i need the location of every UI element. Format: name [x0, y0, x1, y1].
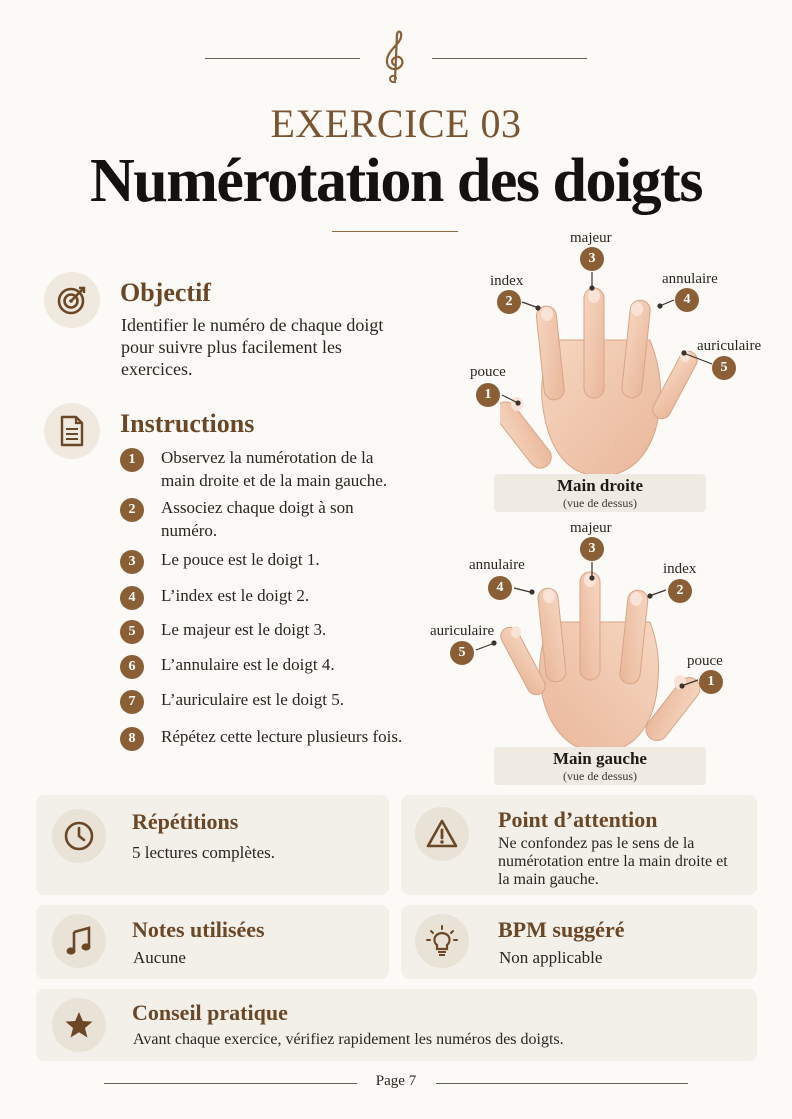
instruction-step — [120, 690, 411, 714]
right-hand-label-pouce: pouce — [470, 364, 506, 380]
right-hand-badge-index: 2 — [497, 290, 521, 314]
right-hand-caption — [494, 474, 706, 512]
repetitions-title: Répétitions — [132, 809, 239, 834]
bpm-card — [401, 905, 757, 979]
repetitions-text: 5 lectures complètes. — [132, 843, 276, 862]
left-hand-label-pouce: pouce — [687, 653, 723, 669]
instruction-step — [120, 586, 411, 610]
left-hand-badge-majeur: 3 — [580, 537, 604, 561]
header-rule-left — [205, 58, 360, 59]
step-number: 1 — [120, 448, 144, 472]
attention-card — [401, 795, 757, 895]
instruction-step — [120, 727, 431, 751]
step-text: L’auriculaire est le doigt 5. — [161, 690, 345, 709]
tip-icon-badge — [52, 998, 106, 1052]
instruction-step — [120, 655, 411, 679]
left-hand-label-auriculaire: auriculaire — [430, 623, 495, 639]
right-hand-caption-title: Main droite — [556, 476, 644, 495]
right-hand-leader-lines — [470, 240, 750, 420]
step-text: Associez chaque doigt à son numéro. — [161, 498, 354, 540]
step-number: 2 — [120, 498, 144, 522]
bpm-text: Non applicable — [499, 948, 603, 967]
step-number: 4 — [120, 586, 144, 610]
left-hand-badge-pouce: 1 — [699, 670, 723, 694]
page-title: Numérotation des doigts — [90, 147, 702, 215]
step-text: L’annulaire est le doigt 4. — [161, 655, 335, 674]
header-rule-right — [432, 58, 587, 59]
step-number: 6 — [120, 655, 144, 679]
step-number: 8 — [120, 727, 144, 751]
document-icon — [57, 414, 87, 448]
step-text: Répétez cette lecture plusieurs fois. — [161, 727, 403, 746]
left-hand-badge-annulaire: 4 — [488, 576, 512, 600]
tip-card — [36, 989, 757, 1061]
bpm-title: BPM suggéré — [498, 917, 625, 942]
step-number: 5 — [120, 620, 144, 644]
instruction-step — [120, 620, 411, 644]
right-hand-caption-sub: (vue de dessus) — [563, 496, 637, 510]
right-hand-badge-pouce: 1 — [476, 383, 500, 407]
right-hand-label-majeur: majeur — [570, 230, 612, 246]
step-text: Le pouce est le doigt 1. — [161, 550, 320, 569]
right-hand-badge-majeur: 3 — [580, 247, 604, 271]
left-hand-label-index: index — [663, 561, 697, 577]
left-hand-caption — [494, 747, 706, 785]
music-note-icon — [64, 925, 94, 957]
instructions-heading: Instructions — [120, 409, 255, 438]
page-number: Page 7 — [375, 1073, 417, 1089]
exercise-number: EXERCICE 03 — [270, 101, 522, 146]
repetitions-icon-badge — [52, 809, 106, 863]
attention-title: Point d’attention — [498, 807, 658, 832]
right-hand-badge-annulaire: 4 — [675, 288, 699, 312]
left-hand-badge-auriculaire: 5 — [450, 641, 474, 665]
bpm-icon-badge — [415, 914, 469, 968]
right-hand-badge-auriculaire: 5 — [712, 356, 736, 380]
step-text: L’index est le doigt 2. — [161, 586, 310, 605]
notes-icon-badge — [52, 914, 106, 968]
treble-clef-icon — [380, 28, 410, 86]
notes-text: Aucune — [133, 948, 186, 967]
step-text: Le majeur est le doigt 3. — [161, 620, 327, 639]
notes-title: Notes utilisées — [132, 917, 265, 942]
tip-text: Avant chaque exercice, vérifiez rapidement les numéros des doigts. — [133, 1031, 564, 1048]
right-hand-label-index: index — [490, 273, 524, 289]
right-hand-label-annulaire: annulaire — [662, 271, 718, 287]
warning-icon — [425, 818, 459, 850]
left-hand-caption-sub: (vue de dessus) — [563, 769, 637, 783]
tip-title: Conseil pratique — [132, 1000, 288, 1025]
left-hand-caption-title: Main gauche — [553, 749, 647, 768]
instruction-step — [120, 550, 411, 574]
step-text: Observez la numérotation de la main droite et de la main gauche. — [161, 448, 388, 490]
right-hand-label-auriculaire: auriculaire — [697, 338, 762, 354]
left-hand-badge-index: 2 — [668, 579, 692, 603]
left-hand-label-annulaire: annulaire — [469, 557, 525, 573]
step-number: 7 — [120, 690, 144, 714]
clock-icon — [62, 819, 96, 853]
repetitions-card — [36, 795, 389, 895]
instruction-step — [120, 448, 411, 492]
attention-text: Ne confondez pas le sens de la numérotation entre la main droite et la main gauche. — [498, 835, 728, 888]
target-icon — [55, 283, 89, 317]
objective-heading: Objectif — [120, 278, 211, 307]
notes-card — [36, 905, 389, 979]
instruction-step — [120, 498, 376, 542]
left-hand-leader-lines — [430, 530, 730, 710]
step-number: 3 — [120, 550, 144, 574]
lightbulb-icon — [425, 924, 459, 958]
title-underline — [332, 231, 458, 232]
objective-text: Identifier le numéro de chaque doigt pour suivre plus facilement les exercices. — [121, 315, 384, 379]
star-icon — [64, 1010, 94, 1040]
instructions-icon-badge — [44, 403, 100, 459]
left-hand-label-majeur: majeur — [570, 520, 612, 536]
objective-icon-badge — [44, 272, 100, 328]
attention-icon-badge — [415, 807, 469, 861]
